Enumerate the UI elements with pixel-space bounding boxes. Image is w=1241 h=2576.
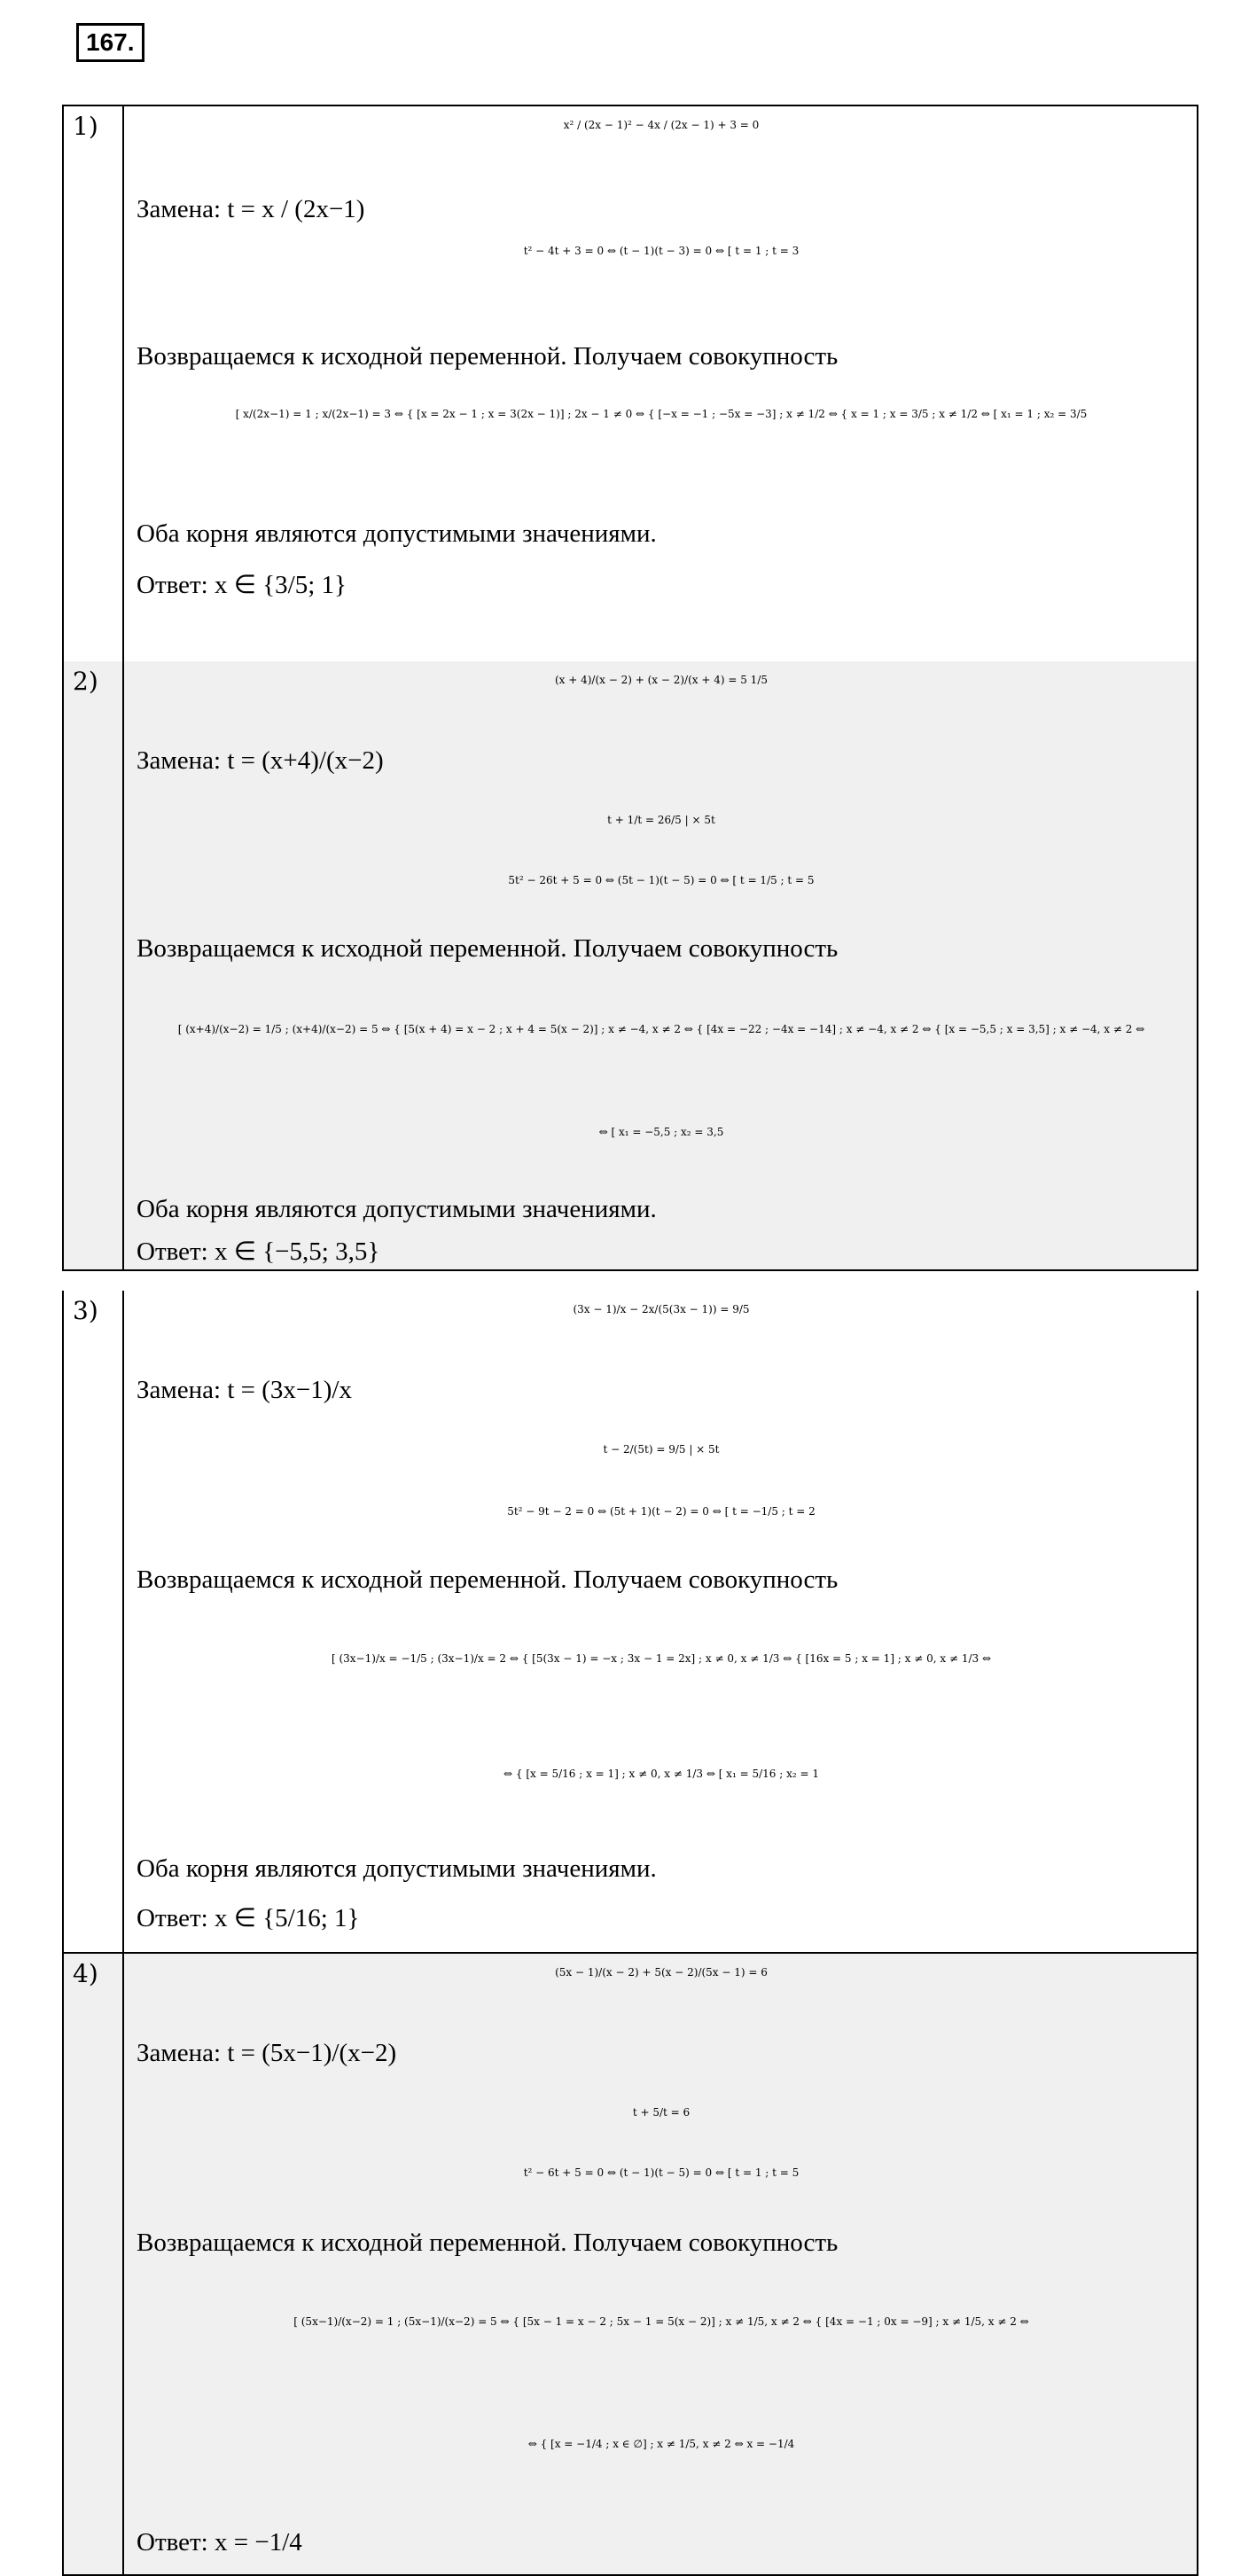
solution-line: ⇔ [ x₁ = −5,5 ; x₂ = 3,5 — [598, 1126, 724, 1138]
solution-line: 5t² − 9t − 2 = 0 ⇔ (5t + 1)(t − 2) = 0 ⇔ [ t = −1/5 ; t = 2 — [507, 1505, 816, 1518]
solution-line: Возвращаемся к исходной переменной. Получаем совокупность — [137, 342, 839, 371]
solution-line: Ответ: x ∈ {5/16; 1} — [137, 1904, 360, 1932]
solution-row-4 — [62, 1954, 1198, 2576]
solution-row-3 — [62, 1291, 1198, 1954]
solution-line: Оба корня являются допустимыми значениями. — [137, 1195, 657, 1223]
solution-line: Ответ: x = −1/4 — [137, 2528, 302, 2556]
solution-line: Оба корня являются допустимыми значениями. — [137, 519, 657, 548]
solution-line: (5x − 1)/(x − 2) + 5(x − 2)/(5x − 1) = 6 — [555, 1966, 768, 1979]
solution-line: t² − 6t + 5 = 0 ⇔ (t − 1)(t − 5) = 0 ⇔ [ t = 1 ; t = 5 — [523, 2166, 800, 2179]
solution-line: t − 2/(5t) = 9/5 | × 5t — [603, 1443, 720, 1456]
solution-line: Возвращаемся к исходной переменной. Получаем совокупность — [137, 934, 839, 963]
solution-line: Ответ: x ∈ {−5,5; 3,5} — [137, 1237, 380, 1266]
item-number: 2) — [64, 661, 124, 1269]
solution-line: [ x/(2x−1) = 1 ; x/(2x−1) = 3 ⇔ { [x = 2x − 1 ; x = 3(2x − 1)] ; 2x − 1 ≠ 0 ⇔ { [−x = −1 ; −5x = −3] ; x ≠ 1/2 ⇔ { x = 1 ; x = 3/5 ; x ≠ 1/2 ⇔ [ x₁ = 1 ; x₂ = 3/5 — [235, 408, 1088, 420]
solution-line: [ (x+4)/(x−2) = 1/5 ; (x+4)/(x−2) = 5 ⇔ { [5(x + 4) = x − 2 ; x + 4 = 5(x − 2)] ; x ≠ −4, x ≠ 2 ⇔ { [4x = −22 ; −4x = −14] ; x ≠ −4, x ≠ 2 ⇔ { [x = −5,5 ; x = 3,5] ; x ≠ −4, x ≠ 2 ⇔ — [177, 1023, 1145, 1035]
solution-line: t² − 4t + 3 = 0 ⇔ (t − 1)(t − 3) = 0 ⇔ [ t = 1 ; t = 3 — [523, 245, 800, 257]
solution-line: Замена: t = (x+4)/(x−2) — [137, 746, 384, 775]
solution-line: Замена: t = (3x−1)/x — [137, 1376, 352, 1404]
solution-line: t + 1/t = 26/5 | × 5t — [607, 814, 715, 826]
solution-line: (3x − 1)/x − 2x/(5(3x − 1)) = 9/5 — [573, 1303, 750, 1315]
solution-line: ⇔ { [x = 5/16 ; x = 1] ; x ≠ 0, x ≠ 1/3 ⇔ [ x₁ = 5/16 ; x₂ = 1 — [503, 1768, 819, 1780]
solution-line: Замена: t = x / (2x−1) — [137, 195, 365, 223]
solution-line: (x + 4)/(x − 2) + (x − 2)/(x + 4) = 5 1/5 — [554, 674, 768, 686]
solution-line: Ответ: x ∈ {3/5; 1} — [137, 571, 347, 599]
solution-line: Оба корня являются допустимыми значениями. — [137, 1854, 657, 1883]
item-number: 3) — [64, 1291, 124, 1952]
problem-number: 167. — [76, 23, 144, 62]
solution-line: Возвращаемся к исходной переменной. Получаем совокупность — [137, 1565, 839, 1594]
solution-line: Замена: t = (5x−1)/(x−2) — [137, 2039, 397, 2067]
item-number: 4) — [64, 1954, 124, 2574]
item-number: 1) — [64, 106, 124, 661]
solution-line: Возвращаемся к исходной переменной. Получаем совокупность — [137, 2229, 839, 2257]
solution-line: [ (5x−1)/(x−2) = 1 ; (5x−1)/(x−2) = 5 ⇔ { [5x − 1 = x − 2 ; 5x − 1 = 5(x − 2)] ; x ≠ 1/5, x ≠ 2 ⇔ { [4x = −1 ; 0x = −9] ; x ≠ 1/5, x ≠ 2 ⇔ — [293, 2315, 1029, 2328]
solution-line: x² / (2x − 1)² − 4x / (2x − 1) + 3 = 0 — [563, 119, 760, 131]
solution-line: t + 5/t = 6 — [632, 2106, 691, 2119]
solution-line: [ (3x−1)/x = −1/5 ; (3x−1)/x = 2 ⇔ { [5(3x − 1) = −x ; 3x − 1 = 2x] ; x ≠ 0, x ≠ 1/3 ⇔ { [16x = 5 ; x = 1] ; x ≠ 0, x ≠ 1/3 ⇔ — [331, 1652, 992, 1665]
solution-line: 5t² − 26t + 5 = 0 ⇔ (5t − 1)(t − 5) = 0 ⇔ [ t = 1/5 ; t = 5 — [508, 874, 815, 886]
solution-line: ⇔ { [x = −1/4 ; x ∈ ∅] ; x ≠ 1/5, x ≠ 2 ⇔ x = −1/4 — [527, 2438, 795, 2450]
solution-row-1 — [62, 105, 1198, 663]
solution-row-2 — [62, 661, 1198, 1271]
